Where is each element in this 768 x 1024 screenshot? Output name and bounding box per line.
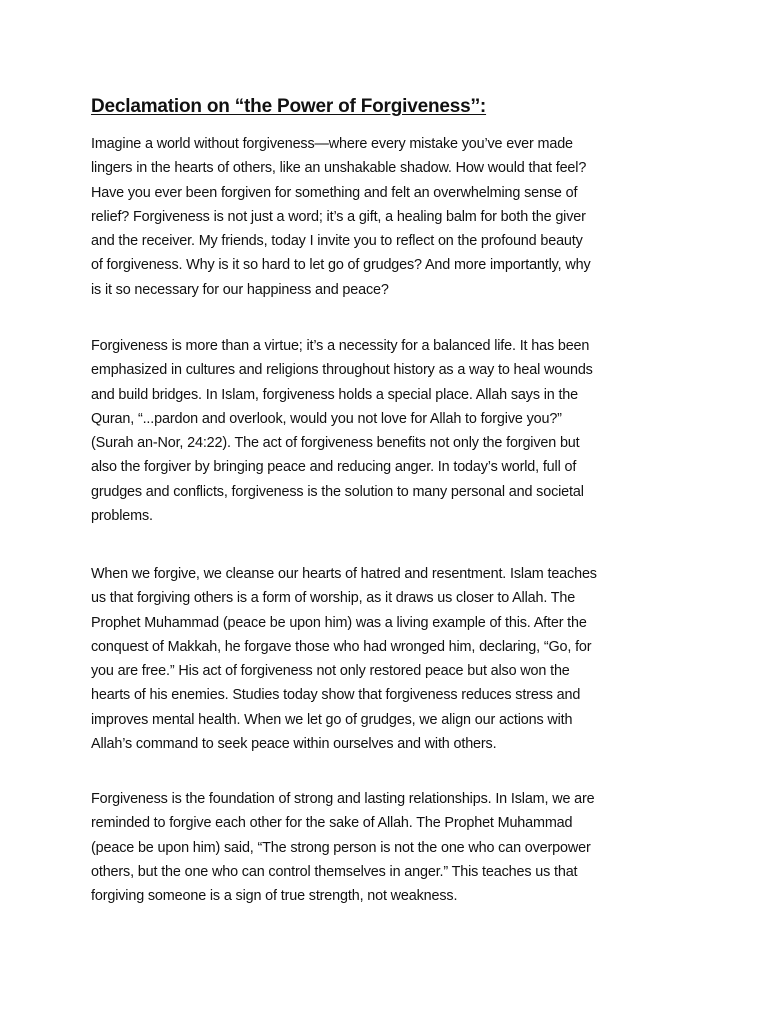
paragraph-line: grudges and conflicts, forgiveness is the solution to many personal and societal xyxy=(91,483,584,500)
paragraph-line: also the forgiver by bringing peace and reducing anger. In today’s world, full of xyxy=(91,459,577,476)
paragraph-line: Have you ever been forgiven for something and felt an overwhelming sense of xyxy=(91,184,578,201)
paragraph-line: and build bridges. In Islam, forgiveness holds a special place. Allah says in the xyxy=(91,386,579,403)
paragraph-line: conquest of Makkah, he forgave those who had wronged him, declaring, “Go, for xyxy=(91,638,592,655)
paragraph-line: relief? Forgiveness is not just a word; it’s a gift, a healing balm for both the giver xyxy=(91,208,586,225)
paragraph-line: Forgiveness is the foundation of strong and lasting relationships. In Islam, we are xyxy=(91,791,595,807)
paragraph-line: you are free.” His act of forgiveness not only restored peace but also won the xyxy=(91,663,570,680)
paragraph-line: forgiving someone is a sign of true strength, not weakness. xyxy=(91,888,458,905)
document-title: Declamation on “the Power of Forgiveness’’: xyxy=(91,96,487,117)
paragraph-line: Imagine a world without forgiveness—where every mistake you’ve ever made xyxy=(91,136,573,152)
paragraph-line: hearts of his enemies. Studies today show that forgiveness reduces stress and xyxy=(91,687,581,704)
paragraph-line: When we forgive, we cleanse our hearts of hatred and resentment. Islam teaches xyxy=(91,566,597,582)
paragraph-line: problems. xyxy=(91,508,153,525)
paragraph-line: reminded to forgive each other for the sake of Allah. The Prophet Muhammad xyxy=(91,815,573,832)
paragraph-line: (peace be upon him) said, “The strong person is not the one who can overpower xyxy=(91,839,591,856)
paragraph-line: emphasized in cultures and religions throughout history as a way to heal wounds xyxy=(91,362,593,379)
paragraph-line: Forgiveness is more than a virtue; it’s a necessity for a balanced life. It has been xyxy=(91,338,590,354)
paragraph-line: lingers in the hearts of others, like an unshakable shadow. How would that feel? xyxy=(91,160,587,177)
paragraph-introduction xyxy=(91,132,681,302)
paragraph-line: us that forgiving others is a form of worship, as it draws us closer to Allah. The xyxy=(91,590,576,607)
paragraph-cleanse xyxy=(91,562,681,756)
paragraph-relationships xyxy=(91,787,681,908)
paragraph-line: others, but the one who can control themselves in anger.” This teaches us that xyxy=(91,863,578,880)
paragraph-line: Quran, “...pardon and overlook, would you not love for Allah to forgive you?” xyxy=(91,410,562,427)
paragraph-line: Prophet Muhammad (peace be upon him) was a living example of this. After the xyxy=(91,614,587,631)
paragraph-line: is it so necessary for our happiness and peace? xyxy=(91,281,389,298)
paragraph-line: (Surah an-Nor, 24:22). The act of forgiveness benefits not only the forgiven but xyxy=(91,435,580,452)
paragraph-line: improves mental health. When we let go of grudges, we align our actions with xyxy=(91,711,573,728)
paragraph-line: Allah’s command to seek peace within ourselves and with others. xyxy=(91,736,497,753)
paragraph-virtue xyxy=(91,334,681,528)
paragraph-line: and the receiver. My friends, today I invite you to reflect on the profound beauty xyxy=(91,233,583,250)
paragraph-line: of forgiveness. Why is it so hard to let go of grudges? And more importantly, why xyxy=(91,257,591,274)
